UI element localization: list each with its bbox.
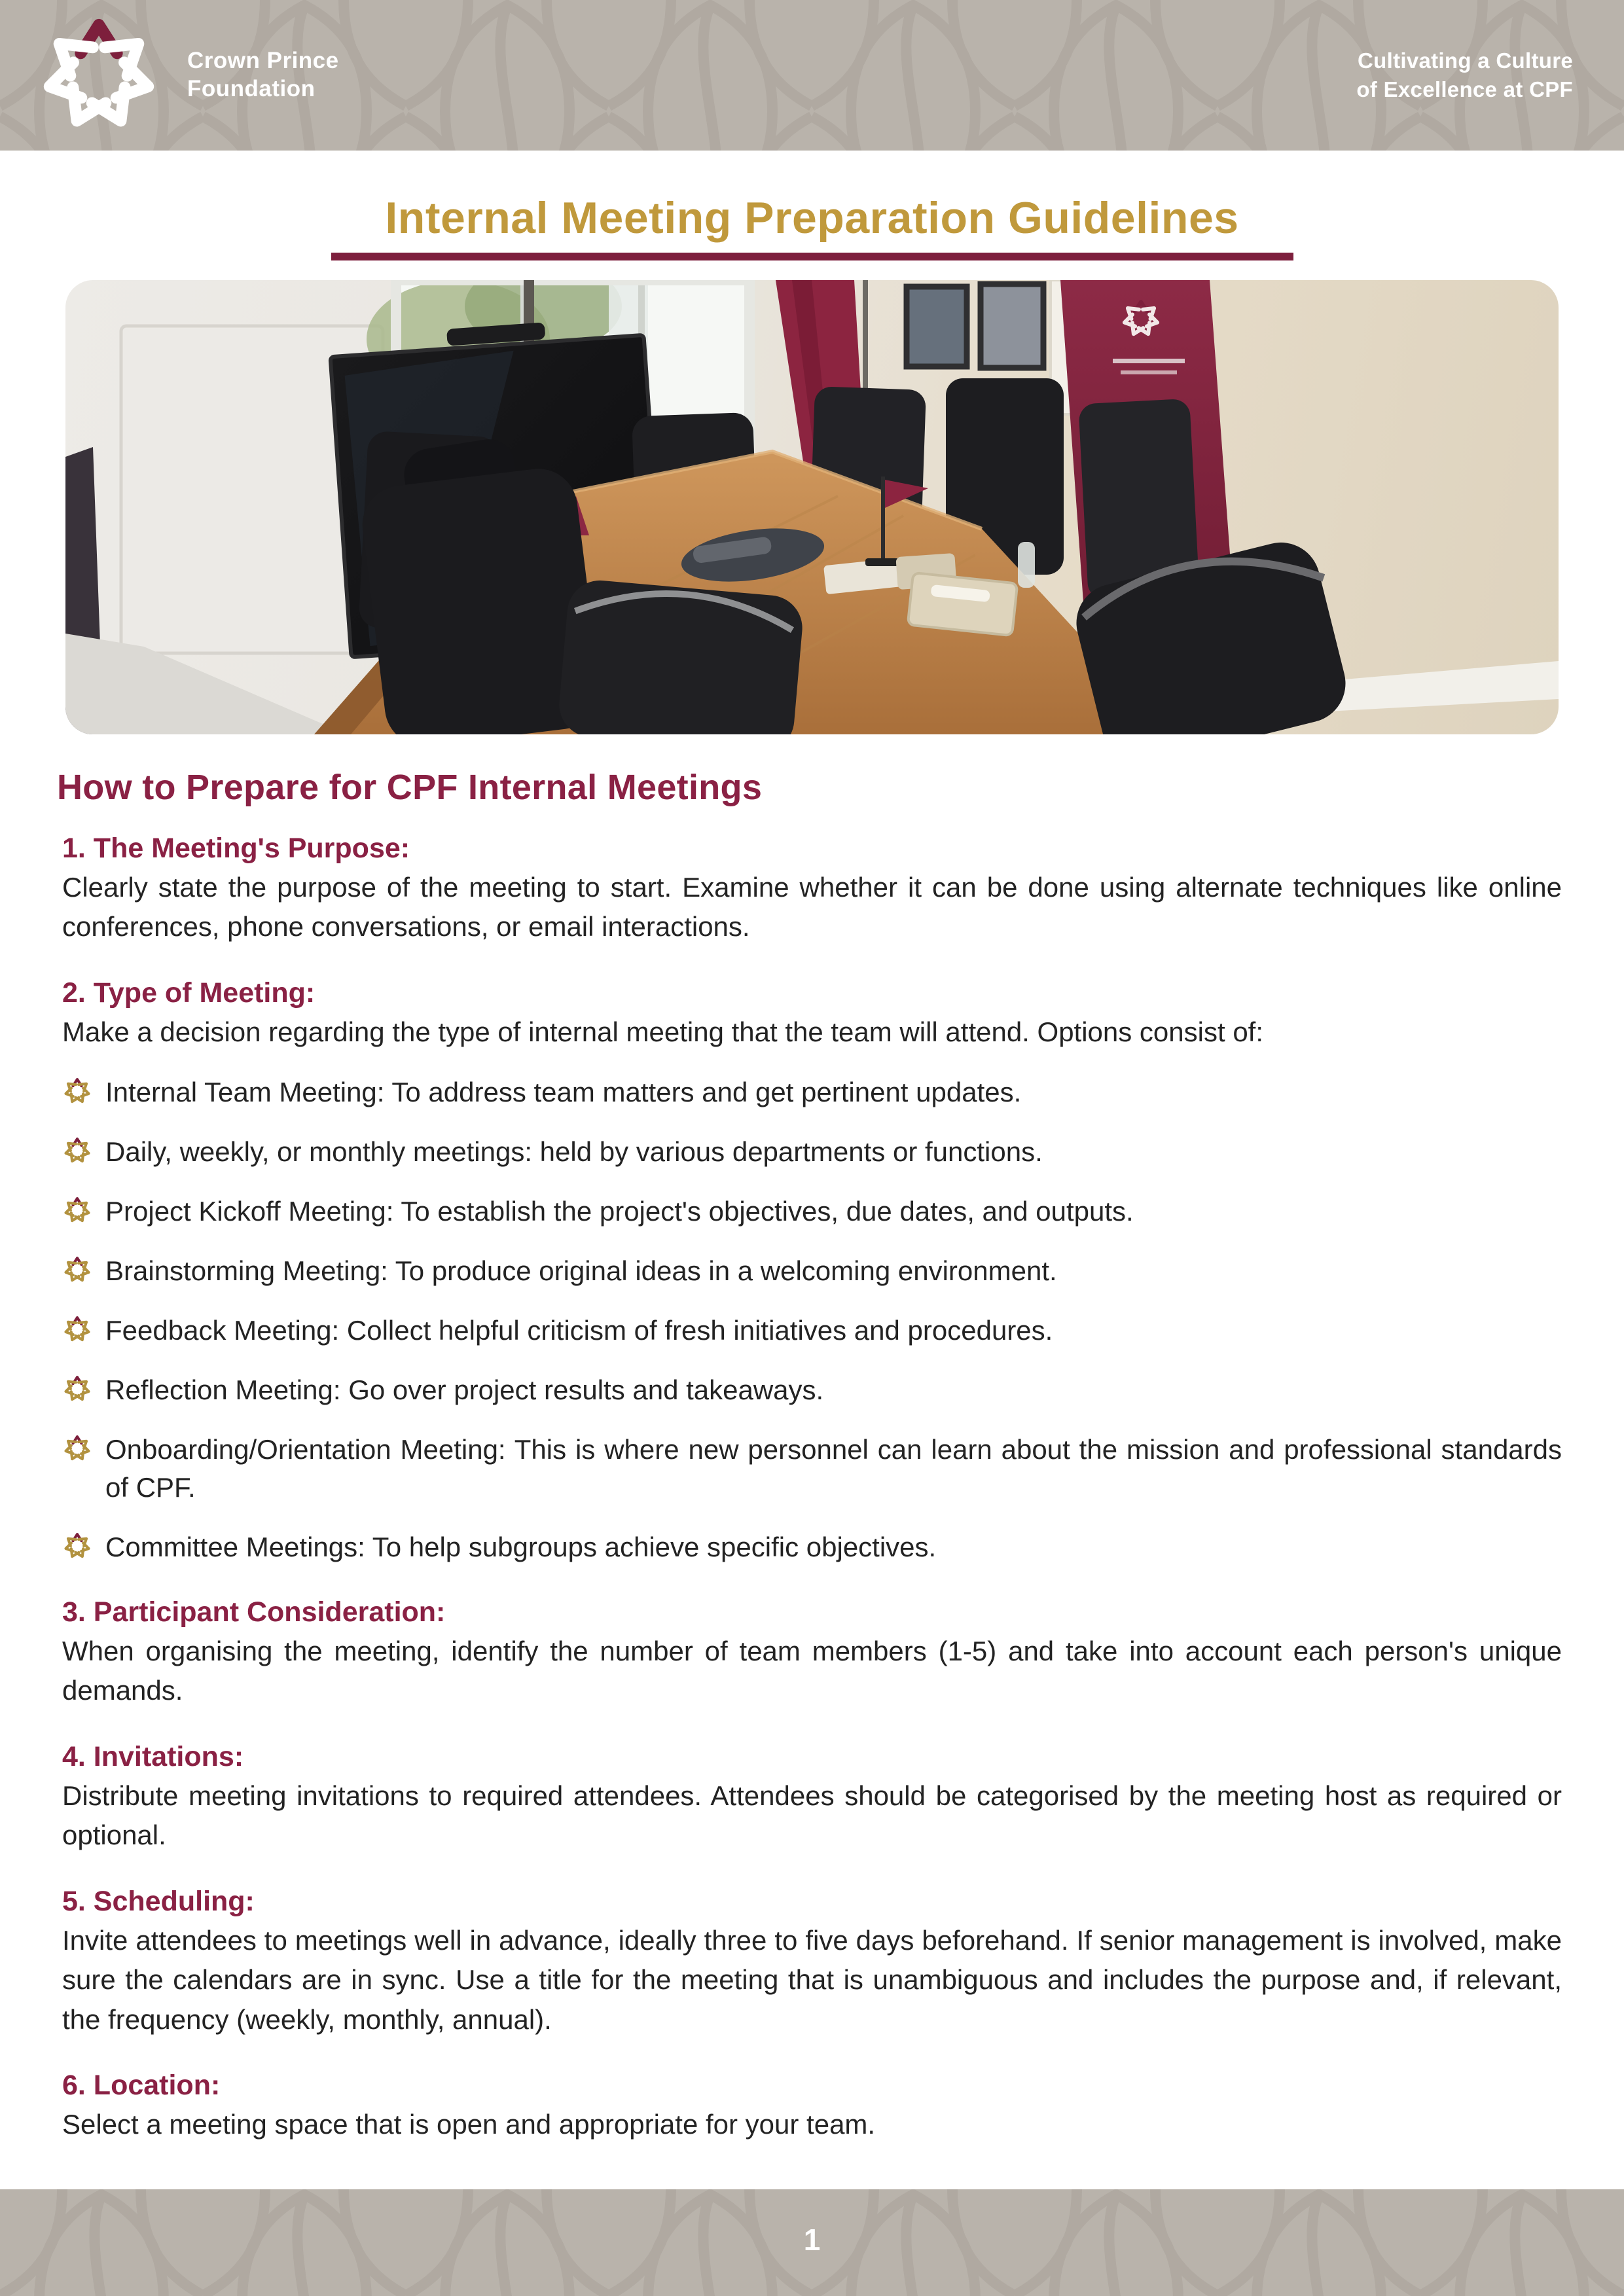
cpf-star-bullet-icon: [62, 1531, 92, 1561]
list-item-text: Committee Meetings: To help subgroups achieve specific objectives.: [105, 1532, 937, 1563]
section-heading: 4. Invitations:: [62, 1740, 244, 1772]
list-item-text: Brainstorming Meeting: To produce original ideas in a welcoming environment.: [105, 1255, 1057, 1287]
cpf-star-bullet-icon: [62, 1195, 92, 1225]
section-heading: 6. Location:: [62, 2070, 221, 2102]
section-invitations: [62, 1741, 1562, 1856]
list-item-text: Daily, weekly, or monthly meetings: held by various departments or functions.: [105, 1136, 1043, 1168]
section-scheduling: [62, 1886, 1562, 2039]
list-item: [62, 1252, 1562, 1290]
section-body: Make a decision regarding the type of internal meeting that the team will attend. Options consist of:: [62, 1016, 1264, 1047]
page-header: [0, 0, 1624, 151]
section-heading: 5. Scheduling:: [62, 1885, 255, 1917]
cpf-logo-icon: [34, 10, 164, 140]
section-participant-consideration: [62, 1596, 1562, 1711]
tagline-line2: of Excellence at CPF: [1356, 77, 1573, 101]
section-body: Distribute meeting invitations to required attendees. Attendees should be categorised by the meeting host as required or optional.: [62, 1780, 1562, 1851]
section-heading: 2. Type of Meeting:: [62, 977, 316, 1009]
list-item: [62, 1431, 1562, 1507]
page-title: Internal Meeting Preparation Guidelines: [385, 193, 1239, 243]
list-item-text: Feedback Meeting: Collect helpful criticism of fresh initiatives and procedures.: [105, 1315, 1053, 1346]
section-body: Clearly state the purpose of the meeting to start. Examine whether it can be done using alternate techniques like online conferences, phone conversations, or email interactions.: [62, 872, 1562, 942]
meeting-room-photo: [65, 280, 1559, 734]
section-body: Invite attendees to meetings well in advance, ideally three to five days beforehand. If senior management is involved, make sure the calendars are in sync. Use a title for the meeting that is unambiguous and includes the purpose and, if relevant, the frequency (weekly, monthly, annual).: [62, 1924, 1562, 2035]
title-underline: [331, 253, 1293, 260]
page-footer: [0, 2189, 1624, 2296]
page-number: 1: [803, 2223, 821, 2257]
list-item-text: Onboarding/Orientation Meeting: This is where new personnel can learn about the mission and professional standards of CPF.: [105, 1434, 1562, 1503]
header-tagline: [1356, 46, 1573, 103]
brand-block: [34, 10, 339, 140]
tagline-line1: Cultivating a Culture: [1358, 48, 1573, 73]
list-item: [62, 1371, 1562, 1409]
list-item: [62, 1528, 1562, 1566]
cpf-star-bullet-icon: [62, 1076, 92, 1106]
section-body: Select a meeting space that is open and appropriate for your team.: [62, 2109, 876, 2140]
cpf-star-bullet-icon: [62, 1314, 92, 1344]
cpf-star-bullet-icon: [62, 1374, 92, 1404]
list-item-text: Project Kickoff Meeting: To establish the project's objectives, due dates, and outputs.: [105, 1196, 1134, 1227]
meeting-types-list: [62, 1073, 1562, 1566]
section-heading: 1. The Meeting's Purpose:: [62, 833, 410, 864]
section-meeting-purpose: [62, 833, 1562, 947]
cpf-star-bullet-icon: [62, 1255, 92, 1285]
cpf-star-bullet-icon: [62, 1136, 92, 1166]
list-item: [62, 1133, 1562, 1171]
section-location: [62, 2070, 1562, 2144]
section-type-of-meeting: [62, 977, 1562, 1052]
meeting-room-illustration: [65, 280, 1559, 734]
org-name-line1: Crown Prince: [187, 48, 339, 74]
section-body: When organising the meeting, identify the number of team members (1-5) and take into account each person's unique demands.: [62, 1635, 1562, 1706]
list-item-text: Internal Team Meeting: To address team matters and get pertinent updates.: [105, 1077, 1022, 1108]
intro-heading: How to Prepare for CPF Internal Meetings: [57, 768, 763, 807]
list-item-text: Reflection Meeting: Go over project results and takeaways.: [105, 1374, 824, 1406]
list-item: [62, 1193, 1562, 1230]
document-body: [0, 151, 1624, 2189]
org-name: [187, 47, 339, 103]
org-name-line2: Foundation: [187, 76, 316, 101]
section-heading: 3. Participant Consideration:: [62, 1596, 446, 1628]
cpf-star-bullet-icon: [62, 1433, 92, 1463]
list-item: [62, 1312, 1562, 1350]
list-item: [62, 1073, 1562, 1111]
